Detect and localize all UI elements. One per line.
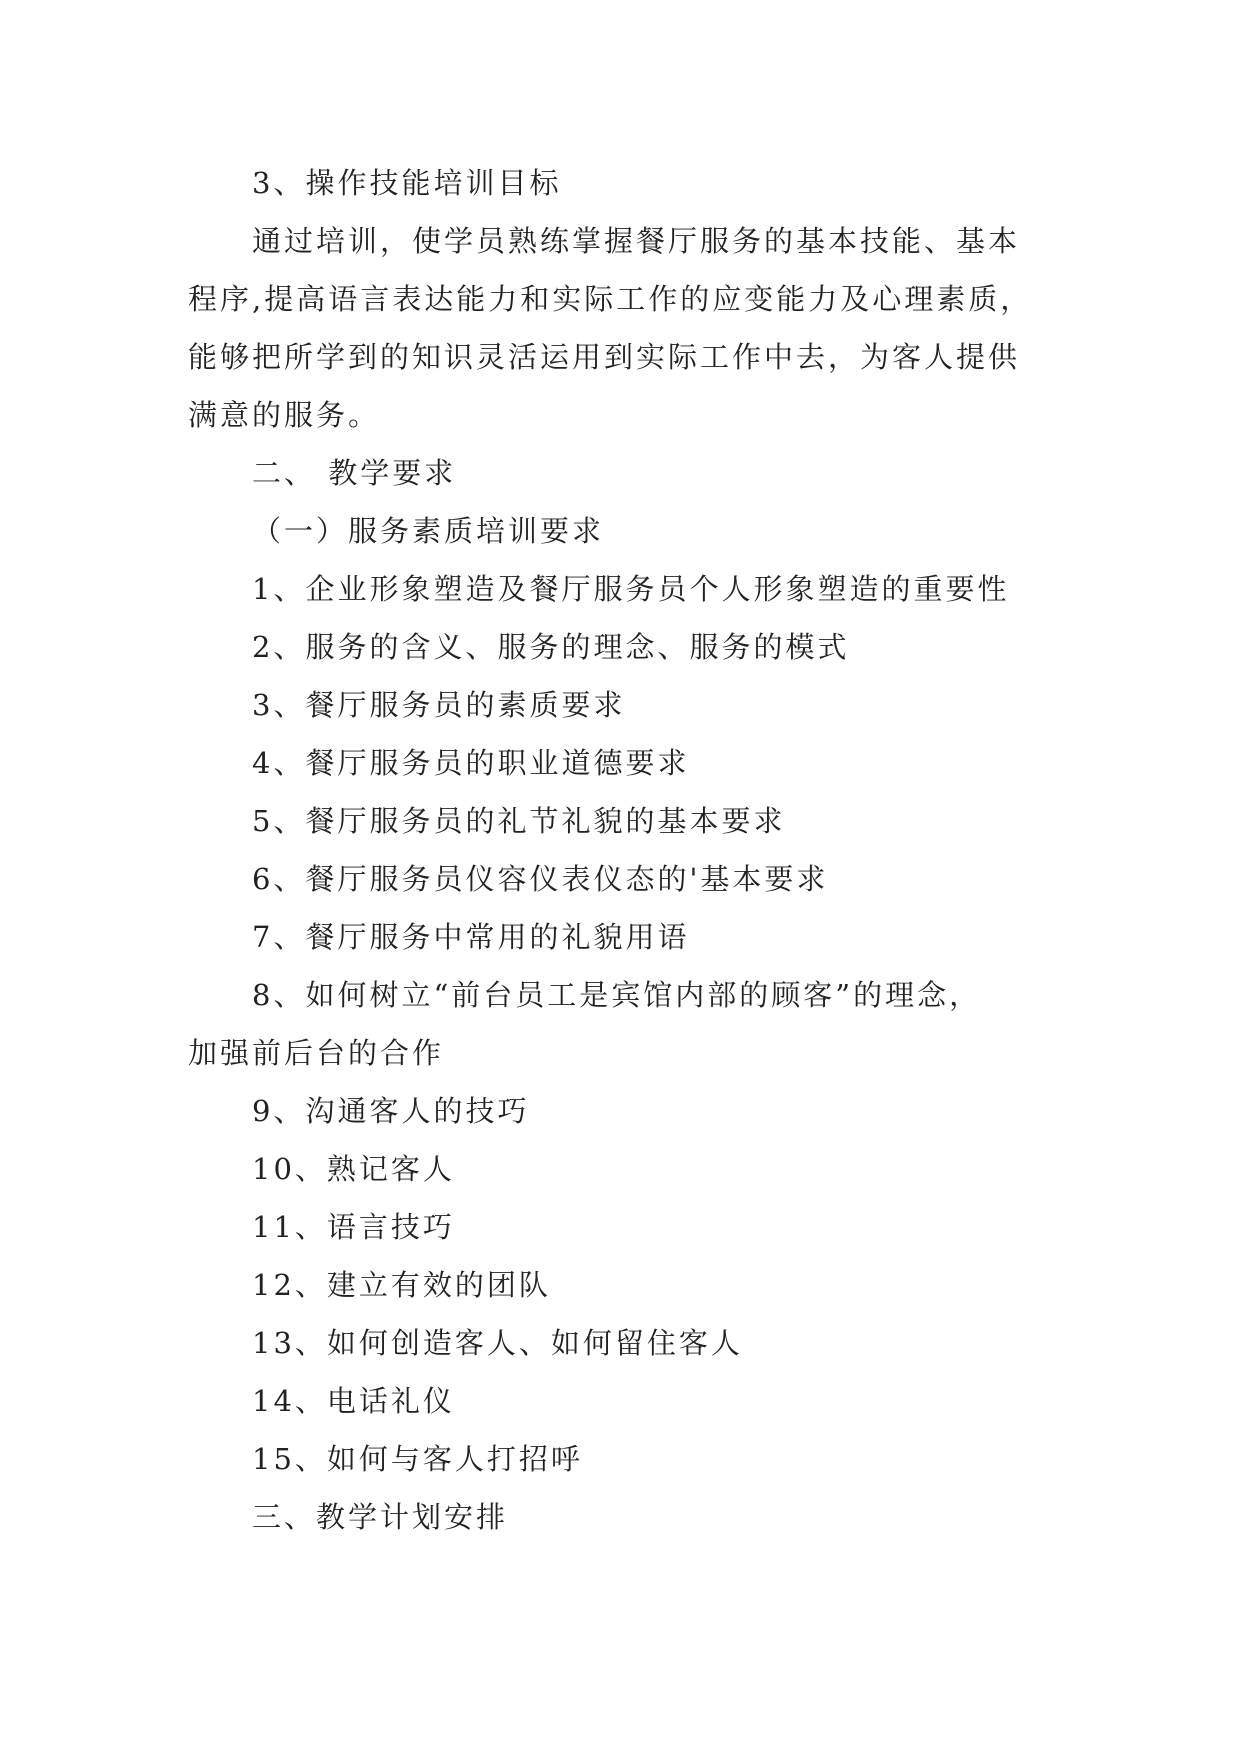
list-item: 15、如何与客人打招呼 — [252, 1442, 583, 1476]
section-heading-teaching-requirements: 二、 教学要求 — [252, 456, 457, 490]
list-item: 8、如何树立“前台员工是宾馆内部的顾客”的理念， — [252, 978, 982, 1012]
section-heading-teaching-plan: 三、教学计划安排 — [252, 1500, 509, 1534]
document-body — [188, 154, 1088, 1546]
list-item: 13、如何创造客人、如何留住客人 — [252, 1326, 743, 1360]
list-item-continuation: 加强前后台的合作 — [188, 1036, 445, 1070]
list-item: 9、沟通客人的技巧 — [252, 1094, 530, 1128]
list-item: 11、语言技巧 — [252, 1210, 455, 1244]
list-item: 7、餐厅服务中常用的礼貌用语 — [252, 920, 690, 954]
list-item: 5、餐厅服务员的礼节礼貌的基本要求 — [252, 804, 786, 838]
list-item: 6、餐厅服务员仪容仪表仪态的'基本要求 — [252, 862, 829, 896]
paragraph-line: 程序,提高语言表达能力和实际工作的应变能力及心理素质， — [188, 282, 1033, 316]
list-item: 3、餐厅服务员的素质要求 — [252, 688, 626, 722]
subsection-heading: （一）服务素质培训要求 — [252, 514, 605, 548]
section-heading-operation-skills: 3、操作技能培训目标 — [252, 166, 562, 200]
list-item: 4、餐厅服务员的职业道德要求 — [252, 746, 690, 780]
paragraph-line: 能够把所学到的知识灵活运用到实际工作中去，为客人提供 — [188, 340, 1021, 374]
paragraph-line: 通过培训，使学员熟练掌握餐厅服务的基本技能、基本 — [252, 224, 1021, 258]
list-item: 14、电话礼仪 — [252, 1384, 455, 1418]
paragraph-line: 满意的服务。 — [188, 398, 381, 432]
list-item: 1、企业形象塑造及餐厅服务员个人形象塑造的重要性 — [252, 572, 1010, 606]
list-item: 10、熟记客人 — [252, 1152, 455, 1186]
list-item: 12、建立有效的团队 — [252, 1268, 551, 1302]
list-item: 2、服务的含义、服务的理念、服务的模式 — [252, 630, 850, 664]
